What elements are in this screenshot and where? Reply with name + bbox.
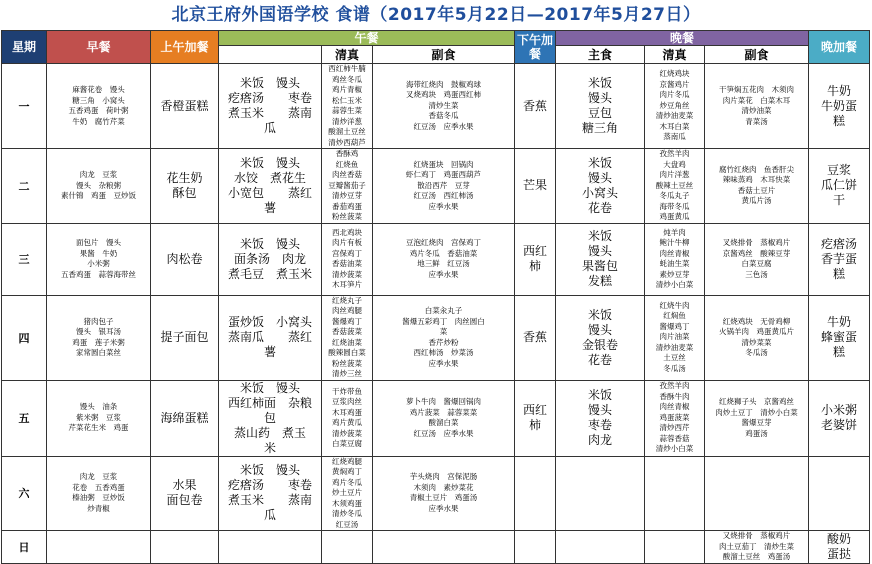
dinner-staple-cell: 米饭 馒头 果酱包 发糕 [556, 223, 645, 295]
lunch-staple-cell [219, 531, 322, 564]
evening-snack-cell: 豆浆 瓜仁饼 干 [809, 149, 870, 224]
dinner-staple-cell: 米饭 馒头 小窝头 花卷 [556, 149, 645, 224]
menu-row [2, 149, 870, 224]
dinner-staple-cell: 米饭 馒头 金银卷 花卷 [556, 295, 645, 380]
dinner-halal-cell [645, 531, 705, 564]
lunch-side-cell: 豆泡红烧肉 宫保鸡丁 鸡片冬瓜 香菇油菜 地三鲜 红豆汤 应季水果 [373, 223, 515, 295]
header-afternoon-snack: 下午加餐 [515, 31, 556, 64]
evening-snack-cell [809, 456, 870, 531]
lunch-staple-cell: 米饭 馒头 疙瘩汤 枣卷 煮玉米 蒸南 瓜 [219, 456, 322, 531]
evening-snack-cell: 牛奶 牛奶蛋 糕 [809, 64, 870, 149]
breakfast-cell [47, 531, 151, 564]
lunch-staple-cell: 米饭 馒头 面条汤 肉龙 煮毛豆 煮玉米 [219, 223, 322, 295]
breakfast-cell: 肉龙 豆浆 花卷 五香鸡蛋 榛油粥 豆炒饭 炒青椒 [47, 456, 151, 531]
header-breakfast: 早餐 [47, 31, 151, 64]
header-dinner-side: 副食 [705, 46, 809, 64]
afternoon-snack-cell [515, 456, 556, 531]
dinner-halal-cell: 炖羊肉 鲍汁牛柳 肉丝青椒 蚝油生菜 素炒豆芽 清炒小白菜 [645, 223, 705, 295]
menu-row [2, 531, 870, 564]
morning-snack-cell: 肉松卷 [151, 223, 219, 295]
lunch-side-cell: 海带红烧肉 鼓椒鸡球 叉烧鸡块 鸡蛋西红柿 清炒生菜 香菇冬瓜 红豆汤 应季水果 [373, 64, 515, 149]
header-lunch-halal: 清真 [322, 46, 373, 64]
lunch-side-cell: 白菜汆丸子 酱爆五彩鸡丁 肉丝圆白 菜 香芹炒粉 西红柿汤 炒菜汤 应季水果 [373, 295, 515, 380]
dinner-halal-cell: 孜然羊肉 香酥牛肉 肉丝青椒 鸡蛋菠菜 清炒西芹 蒜蓉香菇 清炒小白菜 [645, 380, 705, 456]
header-evening-snack: 晚加餐 [809, 31, 870, 64]
header-lunch: 午餐 [219, 31, 515, 46]
afternoon-snack-cell: 香蕉 [515, 295, 556, 380]
dinner-staple-cell [556, 456, 645, 531]
lunch-halal-cell [322, 531, 373, 564]
lunch-staple-cell: 蛋炒饭 小窝头 蒸南瓜 蒸红 薯 [219, 295, 322, 380]
evening-snack-cell: 酸奶 蛋挞 [809, 531, 870, 564]
lunch-staple-cell: 米饭 馒头 水饺 煮花生 小宽包 蒸红 薯 [219, 149, 322, 224]
day-cell: 一 [2, 64, 47, 149]
breakfast-cell: 面包片 馒头 果酱 牛奶 小米粥 五香鸡蛋 蒜蓉海带丝 [47, 223, 151, 295]
menu-row [2, 64, 870, 149]
morning-snack-cell: 花生奶 酥包 [151, 149, 219, 224]
morning-snack-cell [151, 531, 219, 564]
day-cell: 六 [2, 456, 47, 531]
menu-row [2, 223, 870, 295]
day-cell: 三 [2, 223, 47, 295]
afternoon-snack-cell [515, 531, 556, 564]
lunch-staple-cell: 米饭 馒头 西红柿面 杂粮 包 蒸山药 煮玉 米 [219, 380, 322, 456]
header-dinner: 晚餐 [556, 31, 809, 46]
lunch-halal-cell: 香酥鸡 红烧鱼 肉丝香菇 豆瓣酱茄子 清炒豆芽 番茄鸡蛋 粉丝菠菜 [322, 149, 373, 224]
lunch-halal-cell: 干炸带鱼 豆浆肉丝 木耳鸡蛋 鸡片黄瓜 清炒菠菜 白菜豆腐 [322, 380, 373, 456]
dinner-staple-cell: 米饭 馒头 枣卷 肉龙 [556, 380, 645, 456]
afternoon-snack-cell: 西红 柿 [515, 380, 556, 456]
day-cell: 二 [2, 149, 47, 224]
dinner-staple-cell: 米饭 馒头 豆包 糖三角 [556, 64, 645, 149]
day-cell: 日 [2, 531, 47, 564]
header-morning-snack: 上午加餐 [151, 31, 219, 64]
dinner-side-cell [705, 456, 809, 531]
dinner-staple-cell [556, 531, 645, 564]
dinner-side-cell: 又烧排骨 蒸椒鸡片 肉土豆茄丁 清炒生菜 酸溜土豆丝 鸡蛋汤 [705, 531, 809, 564]
breakfast-cell: 麻酱花卷 馒头 糖三角 小窝头 五香鸡蛋 荷叶粥 牛奶 腐竹芹菜 [47, 64, 151, 149]
evening-snack-cell: 疙瘩汤 香芋蛋 糕 [809, 223, 870, 295]
breakfast-cell: 馒头 油条 紫米粥 豆浆 芹菜花生米 鸡蛋 [47, 380, 151, 456]
header-lunch-side: 副食 [373, 46, 515, 64]
evening-snack-cell: 牛奶 蜂蜜蛋 糕 [809, 295, 870, 380]
lunch-side-cell: 萝卜牛肉 酱爆回锅肉 鸡片菠菜 蒜蓉菜菜 酸溜白菜 红豆汤 应季水果 [373, 380, 515, 456]
header-day: 星期 [2, 31, 47, 64]
dinner-halal-cell: 红烧鸡块 京酱鸡片 肉片冬瓜 炒豆角丝 清炒油麦菜 木耳白菜 蒸南瓜 [645, 64, 705, 149]
morning-snack-cell: 海绵蛋糕 [151, 380, 219, 456]
menu-table [1, 30, 870, 564]
lunch-halal-cell: 西北鸡块 肉片有板 宫保鸡丁 香菇油菜 清炒菠菜 木耳笋片 [322, 223, 373, 295]
dinner-side-cell: 红烧狮子头 京酱鸡丝 肉炒土豆丁 清炒小白菜 酱爆豆芽 鸡蛋汤 [705, 380, 809, 456]
header-lunch-staple [219, 46, 322, 64]
menu-row [2, 456, 870, 531]
breakfast-cell: 猪肉包子 馒头 银耳汤 鸡蛋 莲子米粥 家常圆白菜丝 [47, 295, 151, 380]
dinner-halal-cell: 红烧牛肉 红焖鱼 酱爆鸡丁 肉片油菜 清炒油麦菜 土豆丝 冬瓜汤 [645, 295, 705, 380]
morning-snack-cell: 香橙蛋糕 [151, 64, 219, 149]
day-cell: 四 [2, 295, 47, 380]
dinner-side-cell: 红烧鸡块 无骨鸡柳 火锅羊肉 鸡蛋黄瓜片 清炒菜菜 冬瓜汤 [705, 295, 809, 380]
header-dinner-staple: 主食 [556, 46, 645, 64]
lunch-staple-cell: 米饭 馒头 疙瘩汤 枣卷 煮玉米 蒸南 瓜 [219, 64, 322, 149]
day-cell: 五 [2, 380, 47, 456]
lunch-side-cell: 红烧蛋块 回锅肉 虾仁鸡丁 鸡蛋西葫芦 散沿西芹 豆芽 红豆汤 西红柿汤 应季水果 [373, 149, 515, 224]
menu-row [2, 380, 870, 456]
morning-snack-cell: 水果 面包卷 [151, 456, 219, 531]
dinner-side-cell: 干笋焖五花肉 木须肉 肉片菜花 白菜木耳 清炒油菜 青菜汤 [705, 64, 809, 149]
dinner-halal-cell: 孜然羊肉 大盘鸡 肉片洋葱 酸辣土豆丝 冬瓜丸子 海带冬瓜 鸡蛋黄瓜 [645, 149, 705, 224]
lunch-side-cell: 芋头烧肉 宫保泥肠 木须肉 素炒菜花 青椒土豆片 鸡蛋汤 应季水果 [373, 456, 515, 531]
afternoon-snack-cell: 西红 柿 [515, 223, 556, 295]
lunch-halal-cell: 西红柿牛腩 鸡丝冬瓜 鸡片青椒 松仁玉米 蒜蓉生菜 清炒洋葱 酸溜土豆丝 清炒西葫芦 [322, 64, 373, 149]
lunch-halal-cell: 红烧丸子 肉丝鸡腿 酱爆鸡丁 香菇菠菜 红烧油菜 酸辣圆白菜 粉丝菠菜 清炒三丝 [322, 295, 373, 380]
evening-snack-cell: 小米粥 老婆饼 [809, 380, 870, 456]
breakfast-cell: 肉龙 豆浆 馒头 杂粮粥 素什锦 鸡蛋 豆炒饭 [47, 149, 151, 224]
lunch-halal-cell: 红烧鸡腿 黄焖鸡丁 鸡片冬瓜 炒土豆片 木须鸡蛋 清炒冬瓜 红豆汤 [322, 456, 373, 531]
page-title: 北京王府外国语学校 食谱（2017年5月22日—2017年5月27日） [171, 5, 701, 25]
dinner-side-cell: 叉烧排骨 蒸椒鸡片 京酱鸡丝 酸辣豆芽 白菜豆腐 三色汤 [705, 223, 809, 295]
afternoon-snack-cell: 芒果 [515, 149, 556, 224]
morning-snack-cell: 提子面包 [151, 295, 219, 380]
dinner-halal-cell [645, 456, 705, 531]
dinner-side-cell: 腐竹红烧肉 鱼香肝尖 辣味蒸鸡 木耳快菜 香菇土豆片 黄瓜片汤 [705, 149, 809, 224]
header-dinner-halal: 清真 [645, 46, 705, 64]
lunch-side-cell [373, 531, 515, 564]
afternoon-snack-cell: 香蕉 [515, 64, 556, 149]
menu-row [2, 295, 870, 380]
